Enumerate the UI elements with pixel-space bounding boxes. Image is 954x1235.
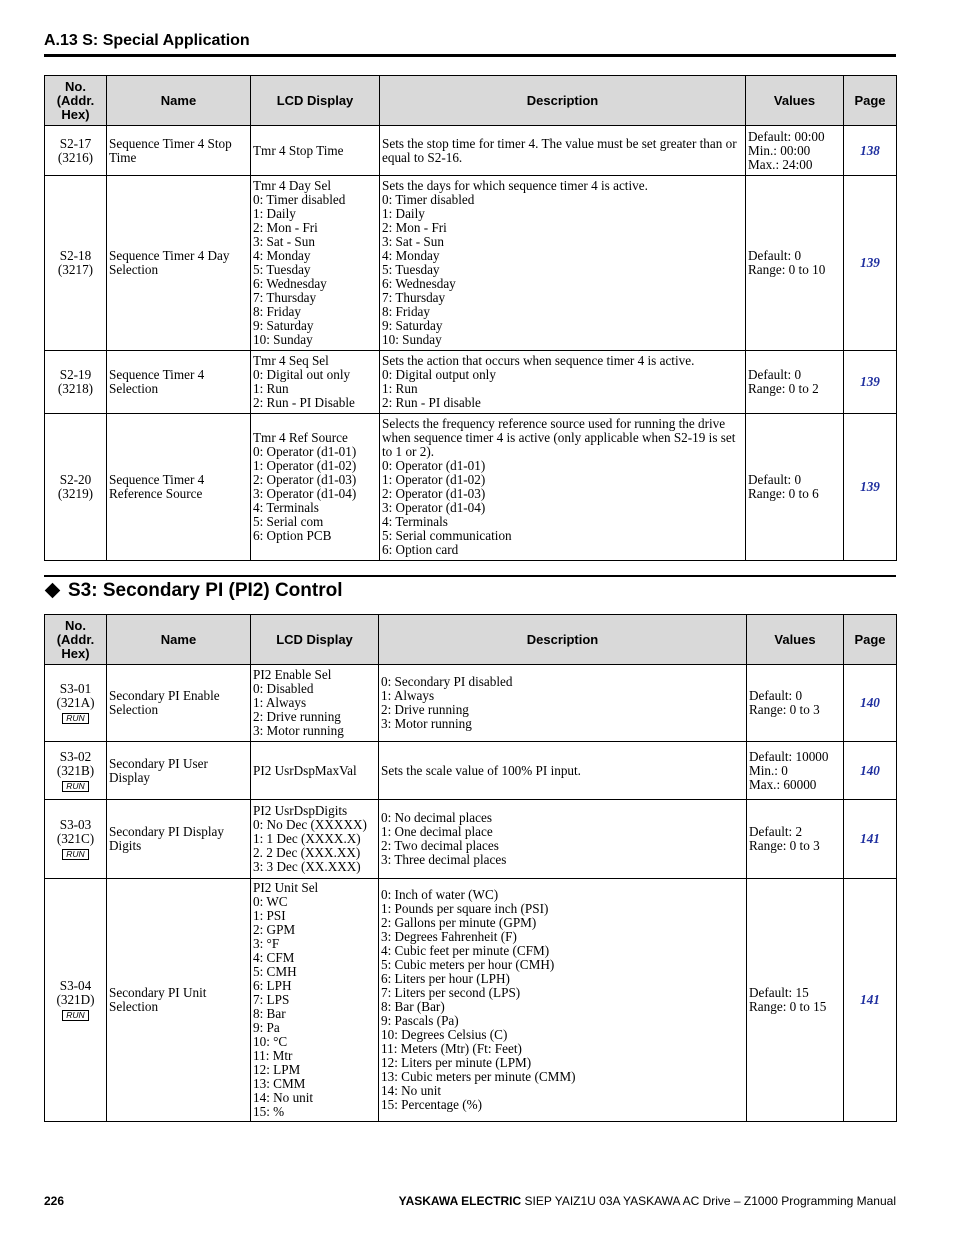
lcd-line: PI2 UsrDspMaxVal <box>253 762 357 778</box>
col-header-page: Page <box>844 76 897 126</box>
value-line: Range: 0 to 10 <box>748 262 826 277</box>
lcd-line: 5: CMH <box>253 964 297 979</box>
section-header: A.13 S: Special Application <box>44 32 250 49</box>
lcd-line: 1: Run <box>253 381 289 396</box>
parameter-table-s3 <box>44 614 897 1122</box>
description-line: 1: One decimal place <box>381 824 493 839</box>
page-cell <box>844 879 897 1122</box>
lcd-line: 7: LPS <box>253 992 290 1007</box>
lcd-line: 0: Digital out only <box>253 367 351 382</box>
value-line: Range: 0 to 3 <box>749 702 820 717</box>
param-name: Sequence Timer 4 Selection <box>107 351 251 414</box>
lcd-line: 5: Tuesday <box>253 262 311 277</box>
value-line: Default: 0 <box>748 248 802 263</box>
footer-brand: YASKAWA ELECTRIC <box>398 1194 522 1208</box>
lcd-line: 3: °F <box>253 936 280 951</box>
run-badge: RUN <box>62 713 88 724</box>
description-line: 4: Monday <box>382 248 440 263</box>
description-line: 1: Always <box>381 688 435 703</box>
values-cell <box>747 800 844 879</box>
description-line: 9: Saturday <box>382 318 443 333</box>
col-header-name: Name <box>107 76 251 126</box>
param-number: S2-18 <box>59 248 92 263</box>
description-line: 14: No unit <box>381 1083 442 1098</box>
description-line: 2: Drive running <box>381 702 469 717</box>
lcd-line: 9: Pa <box>253 1020 280 1035</box>
description-line: 2: Gallons per minute (GPM) <box>381 915 537 930</box>
lcd-line: 0: No Dec (XXXXX) <box>253 817 367 832</box>
lcd-line: 4: CFM <box>253 950 295 965</box>
description-line: 12: Liters per minute (LPM) <box>381 1055 532 1070</box>
subsection-rule <box>44 575 896 577</box>
param-number-cell <box>45 742 107 800</box>
param-address: (321C) <box>56 831 95 846</box>
lcd-line: 2: Operator (d1-03) <box>253 472 357 487</box>
page-cell <box>844 800 897 879</box>
lcd-line: Tmr 4 Ref Source <box>253 430 348 445</box>
description-line: 2: Mon - Fri <box>382 220 447 235</box>
description-line: 13: Cubic meters per minute (CMM) <box>381 1069 576 1084</box>
run-badge: RUN <box>62 849 88 860</box>
page-cell <box>844 176 897 351</box>
lcd-line: 6: Option PCB <box>253 528 332 543</box>
lcd-line: 1: 1 Dec (XXXX.X) <box>253 831 361 846</box>
description-line: 2: Operator (d1-03) <box>382 486 486 501</box>
page-cell <box>844 742 897 800</box>
lcd-line: 13: CMM <box>253 1076 306 1091</box>
description-line: 6: Option card <box>382 542 459 557</box>
param-name: Sequence Timer 4 Reference Source <box>107 414 251 561</box>
description-cell <box>380 351 746 414</box>
value-line: Max.: 60000 <box>749 776 817 792</box>
lcd-line: Tmr 4 Seq Sel <box>253 353 329 368</box>
description-cell <box>379 742 747 800</box>
col-header-page: Page <box>844 615 897 665</box>
description-line: 1: Run <box>382 381 418 396</box>
lcd-line: 3: Sat - Sun <box>253 234 315 249</box>
value-line: Range: 0 to 6 <box>748 486 819 501</box>
value-line: Default: 0 <box>748 472 802 487</box>
param-number-cell <box>45 665 107 742</box>
lcd-line: PI2 Enable Sel <box>253 667 332 682</box>
description-line: 4: Cubic feet per minute (CFM) <box>381 943 550 958</box>
lcd-line: PI2 UsrDspDigits <box>253 803 348 818</box>
header-rule <box>44 54 896 57</box>
run-badge: RUN <box>62 781 88 792</box>
table-row <box>45 742 897 800</box>
value-line: Default: 0 <box>748 367 802 382</box>
param-name: Secondary PI Display Digits <box>107 800 251 879</box>
description-line: 6: Liters per hour (LPH) <box>381 971 510 986</box>
col-header-lcd: LCD Display <box>251 76 380 126</box>
lcd-line: 2: Run - PI Disable <box>253 395 355 410</box>
diamond-icon <box>45 583 61 599</box>
lcd-line: 9: Saturday <box>253 318 314 333</box>
lcd-line: 6: LPH <box>253 978 292 993</box>
lcd-line: 8: Bar <box>253 1006 286 1021</box>
footer-doc-title <box>399 1194 896 1208</box>
param-name: Sequence Timer 4 Day Selection <box>107 176 251 351</box>
param-number-cell <box>45 351 107 414</box>
lcd-line: 0: WC <box>253 894 288 909</box>
description-line: 0: Inch of water (WC) <box>381 887 499 902</box>
param-number-cell <box>45 176 107 351</box>
values-cell <box>747 665 844 742</box>
description-line: 10: Degrees Celsius (C) <box>381 1027 508 1042</box>
lcd-line: 14: No unit <box>253 1090 314 1105</box>
value-line: Default: 2 <box>749 824 803 839</box>
param-name: Sequence Timer 4 Stop Time <box>107 126 251 176</box>
param-number-cell <box>45 879 107 1122</box>
value-line: Range: 0 to 2 <box>748 381 819 396</box>
lcd-line: 1: PSI <box>253 908 286 923</box>
description-line: Sets the stop time for timer 4. The value must be set greater than or equal to S2-16. <box>382 135 737 165</box>
description-line: 11: Meters (Mtr) (Ft: Feet) <box>381 1041 522 1056</box>
footer-doc: SIEP YAIZ1U 03A YASKAWA AC Drive – Z1000 Programming Manual <box>524 1194 896 1208</box>
lcd-line: 11: Mtr <box>253 1048 293 1063</box>
param-address: (321D) <box>56 992 95 1007</box>
table-row <box>45 176 897 351</box>
description-line: 3: Motor running <box>381 716 472 731</box>
lcd-line: 2: Mon - Fri <box>253 220 318 235</box>
values-cell <box>746 414 844 561</box>
param-number: S3-03 <box>59 817 92 832</box>
lcd-line: 2: GPM <box>253 922 296 937</box>
table-row <box>45 879 897 1122</box>
value-line: Default: 0 <box>749 688 803 703</box>
description-cell <box>379 665 747 742</box>
description-line: 8: Friday <box>382 304 430 319</box>
lcd-display-cell <box>251 665 379 742</box>
description-line: Selects the frequency reference source used for running the drive when sequence timer 4 is active (only applicable when S2-19 is set to 1 or 2). <box>382 416 736 459</box>
lcd-line: 0: Timer disabled <box>253 192 346 207</box>
description-line: 0: No decimal places <box>381 810 492 825</box>
description-line: Sets the scale value of 100% PI input. <box>381 762 581 778</box>
description-cell <box>379 800 747 879</box>
page-link[interactable]: 140 <box>860 695 880 710</box>
lcd-display-cell <box>251 742 379 800</box>
lcd-line: 10: °C <box>253 1034 288 1049</box>
table-row <box>45 414 897 561</box>
lcd-line: 0: Operator (d1-01) <box>253 444 357 459</box>
lcd-display-cell <box>251 879 379 1122</box>
lcd-display-cell <box>251 414 380 561</box>
description-cell <box>380 126 746 176</box>
description-line: 2: Run - PI disable <box>382 395 481 410</box>
col-header-description: Description <box>380 76 746 126</box>
param-number-cell <box>45 800 107 879</box>
lcd-line: 1: Daily <box>253 206 296 221</box>
description-line: 1: Operator (d1-02) <box>382 472 486 487</box>
values-cell <box>746 126 844 176</box>
col-header-no: No. (Addr. Hex) <box>45 615 107 665</box>
description-line: 7: Liters per second (LPS) <box>381 985 521 1000</box>
value-line: Range: 0 to 15 <box>749 999 827 1014</box>
page-link[interactable]: 139 <box>860 374 880 389</box>
description-line: 5: Cubic meters per hour (CMH) <box>381 957 555 972</box>
description-line: 7: Thursday <box>382 290 446 305</box>
lcd-line: 4: Monday <box>253 248 311 263</box>
lcd-display-cell <box>251 800 379 879</box>
description-line: 1: Pounds per square inch (PSI) <box>381 901 549 916</box>
description-line: 8: Bar (Bar) <box>381 999 445 1014</box>
param-number: S2-20 <box>59 472 92 487</box>
subsection-title-text: S3: Secondary PI (PI2) Control <box>68 580 343 601</box>
page-number: 226 <box>44 1194 65 1208</box>
page-cell <box>844 351 897 414</box>
values-cell <box>746 176 844 351</box>
table-row <box>45 351 897 414</box>
description-line: 5: Tuesday <box>382 262 440 277</box>
description-line: 0: Operator (d1-01) <box>382 458 486 473</box>
description-cell <box>379 879 747 1122</box>
lcd-line: 1: Always <box>253 695 307 710</box>
description-line: Sets the days for which sequence timer 4 is active. <box>382 178 648 193</box>
lcd-line: Tmr 4 Stop Time <box>253 142 344 158</box>
description-line: 9: Pascals (Pa) <box>381 1013 459 1028</box>
lcd-line: PI2 Unit Sel <box>253 880 319 895</box>
page-link[interactable]: 140 <box>860 762 880 778</box>
page-cell <box>844 126 897 176</box>
description-line: 3: Degrees Fahrenheit (F) <box>381 929 517 944</box>
value-line: Max.: 24:00 <box>748 156 813 172</box>
description-line: 2: Two decimal places <box>381 838 499 853</box>
description-line: 3: Sat - Sun <box>382 234 444 249</box>
param-number-cell <box>45 414 107 561</box>
lcd-line: 2. 2 Dec (XXX.XX) <box>253 845 361 860</box>
value-line: Default: 15 <box>749 985 809 1000</box>
value-line: Range: 0 to 3 <box>749 838 820 853</box>
param-address: (321A) <box>56 695 95 710</box>
description-cell <box>380 176 746 351</box>
lcd-line: 0: Disabled <box>253 681 314 696</box>
param-address: (3219) <box>57 486 94 501</box>
param-address: (3218) <box>57 381 94 396</box>
description-line: 0: Timer disabled <box>382 192 475 207</box>
description-line: 3: Operator (d1-04) <box>382 500 486 515</box>
lcd-line: 5: Serial com <box>253 514 324 529</box>
col-header-values: Values <box>746 76 844 126</box>
lcd-line: 2: Drive running <box>253 709 341 724</box>
lcd-line: 8: Friday <box>253 304 301 319</box>
param-name: Secondary PI User Display <box>107 742 251 800</box>
param-name: Secondary PI Enable Selection <box>107 665 251 742</box>
col-header-description: Description <box>379 615 747 665</box>
lcd-display-cell <box>251 351 380 414</box>
col-header-name: Name <box>107 615 251 665</box>
description-line: 4: Terminals <box>382 514 448 529</box>
value-line: Min.: 0 <box>749 762 788 778</box>
lcd-line: Tmr 4 Day Sel <box>253 178 332 193</box>
lcd-line: 1: Operator (d1-02) <box>253 458 357 473</box>
page-cell <box>844 414 897 561</box>
lcd-line: 3: Operator (d1-04) <box>253 486 357 501</box>
param-name: Secondary PI Unit Selection <box>107 879 251 1122</box>
value-line: Min.: 00:00 <box>748 142 811 158</box>
lcd-line: 3: 3 Dec (XX.XXX) <box>253 859 361 874</box>
param-address: (321B) <box>56 762 95 778</box>
param-number: S2-17 <box>59 135 92 151</box>
values-cell <box>746 351 844 414</box>
col-header-values: Values <box>747 615 844 665</box>
description-line: 6: Wednesday <box>382 276 456 291</box>
col-header-no: No. (Addr. Hex) <box>45 76 107 126</box>
lcd-line: 15: % <box>253 1104 285 1119</box>
page-cell <box>844 665 897 742</box>
param-number: S3-02 <box>59 748 92 764</box>
description-line: 0: Digital output only <box>382 367 496 382</box>
description-line: 0: Secondary PI disabled <box>381 674 513 689</box>
param-number-cell <box>45 126 107 176</box>
run-badge: RUN <box>62 1010 88 1021</box>
description-line: 1: Daily <box>382 206 425 221</box>
values-cell <box>747 879 844 1122</box>
page-link[interactable]: 139 <box>860 479 880 494</box>
parameter-table-s2 <box>44 75 897 561</box>
description-cell <box>380 414 746 561</box>
param-number: S2-19 <box>59 367 92 382</box>
lcd-line: 6: Wednesday <box>253 276 327 291</box>
value-line: Default: 10000 <box>749 748 829 764</box>
col-header-lcd: LCD Display <box>251 615 379 665</box>
param-number: S3-04 <box>59 978 92 993</box>
table-row <box>45 126 897 176</box>
value-line: Default: 00:00 <box>748 128 825 144</box>
lcd-display-cell <box>251 126 380 176</box>
param-address: (3216) <box>57 149 94 165</box>
lcd-display-cell <box>251 176 380 351</box>
table-row <box>45 800 897 879</box>
param-address: (3217) <box>57 262 94 277</box>
table-row <box>45 665 897 742</box>
description-line: 15: Percentage (%) <box>381 1097 483 1112</box>
description-line: 3: Three decimal places <box>381 852 507 867</box>
page-link[interactable]: 141 <box>860 992 880 1007</box>
lcd-line: 10: Sunday <box>253 332 313 347</box>
lcd-line: 3: Motor running <box>253 723 344 738</box>
values-cell <box>747 742 844 800</box>
page-link[interactable]: 138 <box>860 142 880 158</box>
subsection-title <box>44 580 343 602</box>
lcd-line: 7: Thursday <box>253 290 317 305</box>
page-link[interactable]: 139 <box>860 255 880 270</box>
lcd-line: 4: Terminals <box>253 500 319 515</box>
description-line: 5: Serial communication <box>382 528 512 543</box>
lcd-line: 12: LPM <box>253 1062 301 1077</box>
description-line: Sets the action that occurs when sequence timer 4 is active. <box>382 353 695 368</box>
page-link[interactable]: 141 <box>860 831 880 846</box>
param-number: S3-01 <box>59 681 92 696</box>
description-line: 10: Sunday <box>382 332 442 347</box>
